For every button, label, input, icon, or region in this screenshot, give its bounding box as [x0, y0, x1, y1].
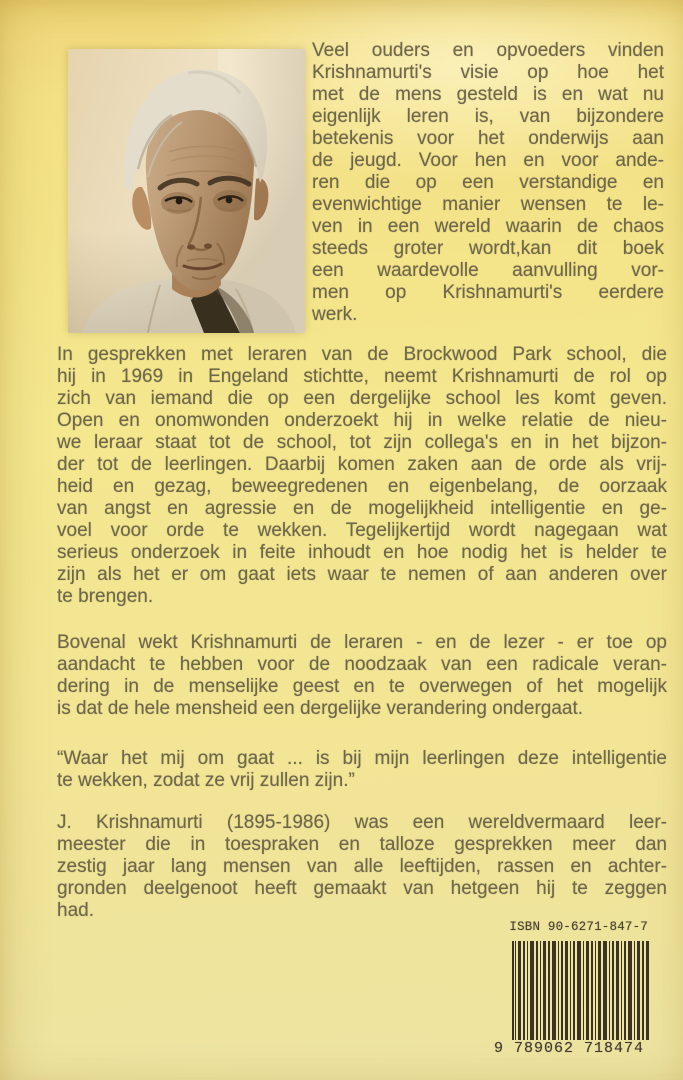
barcode-bars	[512, 941, 649, 1040]
text-line: te wekken, zodat ze vrij zullen zijn.”	[57, 770, 355, 791]
text-line: Veel ouders en opvoeders vinden	[312, 40, 664, 61]
text-line: heid en gezag, beweegredenen en eigenbelang, de oorzaak	[57, 476, 667, 497]
text-line: te brengen.	[57, 586, 154, 607]
text-line: hij in 1969 in Engeland stichtte, neemt Krishnamurti de rol op	[57, 366, 667, 387]
text-line: gronden deelgenoot heeft gemaakt van hetgeen hij te zeggen	[57, 878, 667, 899]
text-line: de jeugd. Voor hen en voor ande-	[312, 150, 664, 171]
text-line: meester die in toespraken en talloze gesprekken meer dan	[57, 834, 667, 855]
text-line: betekenis voor het onderwijs aan	[312, 128, 664, 149]
text-line: Bovenal wekt Krishnamurti de leraren - en de lezer - er toe op	[57, 632, 667, 653]
text-line: Krishnamurti's visie op hoe het	[312, 62, 664, 83]
text-line: Open en onomwonden onderzoekt hij in welke relatie de nieu-	[57, 410, 667, 431]
isbn-barcode	[512, 941, 649, 1040]
text-line: men op Krishnamurti's eerdere	[312, 282, 664, 303]
text-line: der tot de leerlingen. Daarbij komen zaken aan de orde als vrij-	[57, 454, 667, 475]
text-line: aandacht te hebben voor de noodzaak van een radicale veran-	[57, 654, 667, 675]
text-line: een waardevolle aanvulling vor-	[312, 260, 664, 281]
text-line: zestig jaar lang mensen van alle leeftijden, rassen en achter-	[57, 856, 667, 877]
text-line: “Waar het mij om gaat ... is bij mijn leerlingen deze intelligentie	[57, 748, 667, 769]
text-line: dering in de menselijke geest en te overwegen of het mogelijk	[57, 676, 667, 697]
paragraph-about-book	[312, 40, 664, 326]
text-line: had.	[57, 900, 94, 921]
text-line: zijn als het er om gaat iets waar te nemen of aan anderen over	[57, 564, 667, 585]
paragraph-quote	[57, 748, 667, 792]
text-line: serieus onderzoek in feite inhoudt en hoe nodig het is helder te	[57, 542, 667, 563]
text-line: is dat de hele mensheid een dergelijke verandering ondergaat.	[57, 698, 584, 719]
paragraph-appeal	[57, 632, 667, 720]
isbn-label: ISBN 90-6271-847-7	[509, 920, 648, 934]
text-line: steeds groter wordt,kan dit boek	[312, 238, 664, 259]
text-line: zich van iemand die op een dergelijke school les komt geven.	[57, 388, 667, 409]
text-line: evenwichtige manier wensen te le-	[312, 194, 664, 215]
text-line: we leraar staat tot de school, tot zijn collega's en in het bijzon-	[57, 432, 667, 453]
text-line: J. Krishnamurti (1895-1986) was een wereldvermaard leer-	[57, 812, 667, 833]
paragraph-brockwood	[57, 344, 667, 608]
text-line: eigenlijk leren is, van bijzondere	[312, 106, 664, 127]
text-line: In gesprekken met leraren van de Brockwood Park school, die	[57, 344, 667, 365]
text-line: werk.	[312, 304, 358, 325]
text-line: voel voor orde te wekken. Tegelijkertijd wordt nagegaan wat	[57, 520, 667, 541]
krishnamurti-portrait-photo	[68, 49, 305, 333]
text-line: ren die op een verstandige en	[312, 172, 664, 193]
text-line: met de mens gesteld is en wat nu	[312, 84, 664, 105]
paragraph-author-bio	[57, 812, 667, 922]
barcode-digits: 9 789062 718474	[494, 1040, 645, 1057]
text-line: van angst en agressie en de mogelijkheid intelligentie en ge-	[57, 498, 667, 519]
portrait-illustration	[68, 49, 305, 333]
text-line: ven in een wereld waarin de chaos	[312, 216, 664, 237]
